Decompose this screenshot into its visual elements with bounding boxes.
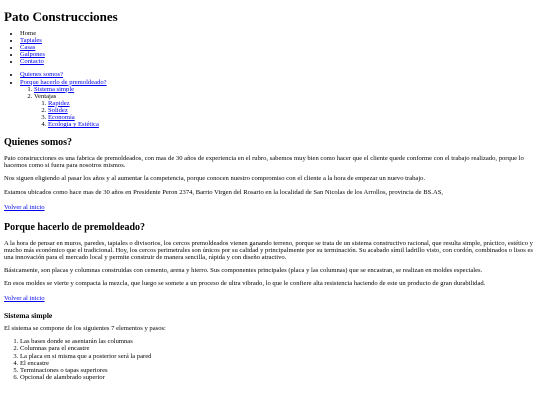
toc-item-rapidez	[48, 100, 536, 107]
sistema-steps-list	[4, 338, 536, 381]
section-heading-quienes: Quienes somos?	[4, 137, 73, 149]
nav-item-galpones	[20, 51, 536, 58]
nav-link-galpones[interactable]: Galpones	[20, 51, 45, 59]
toc-item-ecologia	[48, 121, 536, 128]
back-to-top-link-2[interactable]: Volver al inicio	[4, 295, 45, 303]
toc-link-sistema[interactable]: Sistema simple	[34, 85, 75, 93]
porque-paragraph-3: En esos moldes se vierte y compacta la mezcla, que luego se somete a un proceso de ultra vibrado, lo que le confiere alta resistencia haciendo de este un producto de gran durabilidad.	[4, 280, 486, 288]
toc-link-rapidez[interactable]: Rapidez	[48, 99, 70, 107]
quienes-paragraph-1: Pato construcciones es una fabrica de premoldeados, con mas de 30 años de experiencia en el rubro, sabemos muy bien como hacer que el cliente quede conforme con el trabajo realizado, porque lo hacemos como si fuera para nosotros mismos.	[4, 155, 524, 170]
sistema-step: 2. Columnas para el encastre	[20, 345, 536, 352]
toc-label-ventajas: Ventajas	[34, 92, 57, 100]
nav-link-tapiales[interactable]: Tapiales	[20, 37, 42, 45]
sistema-step: 4. El encastre	[20, 360, 536, 367]
toc-link-ecologia[interactable]: Ecologia y Estética	[48, 121, 99, 129]
sistema-step: 5. Terminaciones o tapas superiores	[20, 367, 536, 374]
toc-item-ventajas	[34, 93, 536, 128]
toc-link-porque[interactable]: Porque hacerlo de premoldeado?	[20, 78, 107, 86]
toc-link-quienes[interactable]: Quienes somos?	[20, 71, 64, 79]
section-heading-sistema: Sistema simple	[4, 311, 53, 321]
toc-link-solidez[interactable]: Solidez	[48, 106, 68, 114]
nav-item-casas	[20, 44, 536, 51]
sistema-intro: El sistema se compone de los siguientes 7 elementos y pasos:	[4, 325, 166, 333]
toc-item-quienes	[20, 71, 536, 78]
nav-link-contacto[interactable]: Contacto	[20, 58, 44, 66]
toc-item-porque	[20, 79, 536, 129]
site-title: Pato Construcciones	[4, 9, 118, 24]
quienes-paragraph-2: Nos siguen eligiendo al pasar los años y al aumentar la competencia, porque conocen nuestro compromiso con el cliente a la hora de empezar un nuevo trabajo.	[4, 175, 426, 183]
sistema-step: 3. La placa en si misma que a posterior será la pared	[20, 353, 536, 360]
nav-item-tapiales	[20, 37, 536, 44]
porque-paragraph-1: A la hora de pensar en muros, paredes, tapiales o divisorios, los cercos premoldeados vienen ganando terreno, porque se trata de un sistema constructivo racional, que resulta simple, práctico, estético y mucho más económico que el tradicional. Hoy, los cercos perimetrales son únicos por su calidad y principalmente por su terminación. Su acabado símil ladrillo visto, con cordón, combinados o lisos es una innovación para el mercado local y permite construir de manera sencilla, rápida y con diseño atractivo.	[4, 239, 533, 261]
toc-link-economia[interactable]: Economía	[48, 114, 75, 122]
toc-item-economia	[48, 114, 536, 121]
toc-item-sistema	[34, 86, 536, 93]
porque-paragraph-2: Básicamente, son placas y columnas construidas con cemento, arena y hierro. Sus componentes principales (placa y las columnas) que se encastran, se realizan en moldes especiales.	[4, 266, 483, 274]
toc-ventajas-list	[34, 100, 536, 128]
nav-link-casas[interactable]: Casas	[20, 44, 36, 52]
quienes-paragraph-3: Estamos ubicados como hace mas de 30 años en Presidente Peron 2374, Barrio Virgen del Rosario en la localidad de San Nicolas de los Arrollos, provincia de BS.AS,	[4, 188, 444, 196]
back-to-top-link-1[interactable]: Volver al inicio	[4, 203, 45, 211]
main-nav	[4, 30, 536, 65]
toc-sublist	[20, 86, 536, 129]
table-of-contents	[4, 71, 536, 128]
sistema-step: 1. Las bases donde se asentarán las columnas	[20, 338, 536, 345]
section-heading-porque: Porque hacerlo de premoldeado?	[4, 221, 146, 233]
nav-item-contacto	[20, 58, 536, 65]
nav-item-home: • Home	[20, 30, 536, 37]
toc-item-solidez	[48, 107, 536, 114]
sistema-step: 6. Opcional de alambrado superior	[20, 374, 536, 381]
